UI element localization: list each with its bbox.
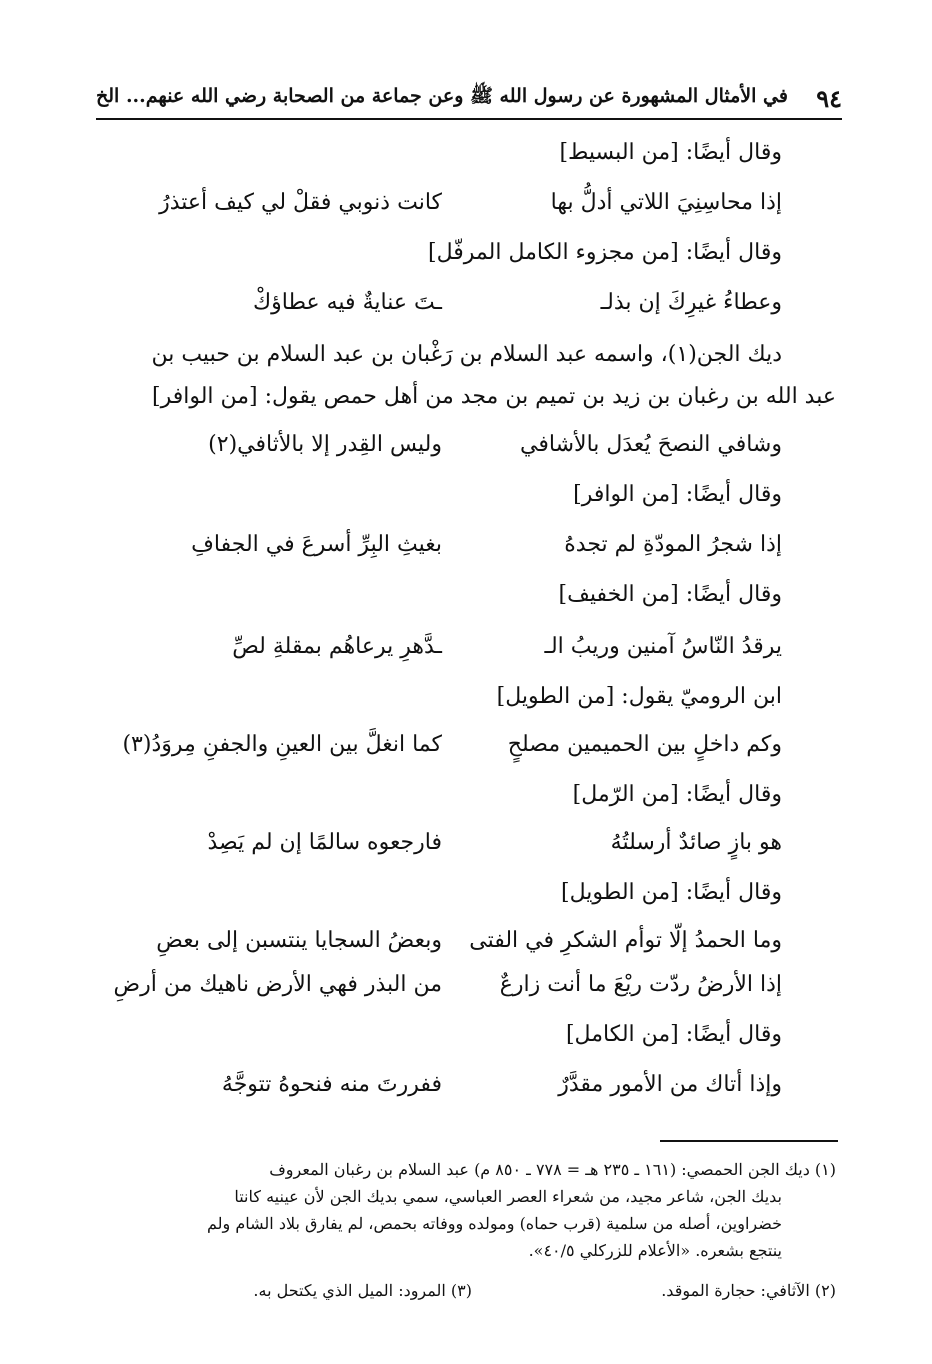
prose-line: ديك الجن(١)، واسمه عبد السلام بن رَغْبان بن عبد السلام بن حبيب بن bbox=[151, 342, 782, 367]
meter-label: ابن الروميّ يقول: [من الطويل] bbox=[496, 684, 782, 709]
verse-first-hemistich: وعطاءُ غيرِكَ إن بذلـ bbox=[600, 290, 782, 315]
meter-label: وقال أيضًا: [من الطويل] bbox=[561, 880, 782, 905]
verse-first-hemistich: وما الحمدُ إلّا توأم الشكرِ في الفتى bbox=[469, 928, 782, 953]
prose-line: عبد الله بن رغبان بن زيد بن تميم بن مجد من أهل حمص يقول: [من الوافر] bbox=[152, 384, 836, 409]
running-title: في الأمثال المشهورة عن رسول الله ﷺ وعن جماعة من الصحابة رضي الله عنهم... الخ bbox=[96, 85, 788, 107]
footnote-separator bbox=[660, 1140, 838, 1142]
verse-second-hemistich: وبعضُ السجايا ينتسبن إلى بعضِ bbox=[156, 928, 442, 953]
verse-first-hemistich: إذا شجرُ المودّةِ لم تجدهُ bbox=[564, 532, 782, 557]
verse-second-hemistich: كانت ذنوبي فقلْ لي كيف أعتذرُ bbox=[159, 190, 442, 215]
verse-first-hemistich: وشافي النصحَ يُعدَل بالأشافي bbox=[520, 432, 782, 457]
verse-second-hemistich: ـتَ عنايةٌ فيه عطاؤكْ bbox=[253, 290, 442, 315]
meter-label: وقال أيضًا: [من الخفيف] bbox=[558, 582, 782, 607]
verse-first-hemistich: وكم داخلٍ بين الحميمين مصلحٍ bbox=[507, 732, 782, 757]
footnote-3: (٣) المرود: الميل الذي يكتحل به. bbox=[253, 1281, 472, 1300]
verse-first-hemistich: هو بازٍ صائدٌ أرسلتُهُ bbox=[610, 830, 782, 855]
verse-second-hemistich: وليس القِدر إلا بالأثافي(٢) bbox=[208, 432, 442, 457]
verse-first-hemistich: وإذا أتاك من الأمور مقدَّرٌ bbox=[558, 1072, 782, 1097]
footnote-line: بديك الجن، شاعر مجيد، من شعراء العصر العباسي، سمي بديك الجن لأن عينيه كانتا bbox=[234, 1187, 782, 1206]
verse-second-hemistich: ـدَّهرِ يرعاهُم بمقلةِ لصِّ bbox=[232, 634, 442, 659]
footnote-line: (١) ديك الجن الحمصي: (١٦١ ـ ٢٣٥ هـ = ٧٧٨ ـ ٨٥٠ م) عبد السلام بن رغبان المعروف bbox=[269, 1160, 836, 1179]
verse-second-hemistich: ففررتَ منه فنحوهُ تتوجَّهُ bbox=[221, 1072, 442, 1097]
footnote-2: (٢) الآثافي: حجارة الموقد. bbox=[661, 1281, 836, 1300]
meter-label: وقال أيضًا: [من البسيط] bbox=[559, 140, 782, 165]
meter-label: وقال أيضًا: [من الوافر] bbox=[573, 482, 782, 507]
verse-first-hemistich: إذا الأرضُ ردّت ريْعَ ما أنت زارعٌ bbox=[499, 972, 782, 997]
footnote-line: ينتجع بشعره. «الأعلام للزركلي ٤٠/٥». bbox=[528, 1241, 782, 1260]
footnote-line: خضراوين، أصله من سلمية (قرب حماه) ومولده ووفاته بحمص، لم يفارق بلاد الشام ولم bbox=[207, 1214, 782, 1233]
verse-first-hemistich: يرقدُ النّاسُ آمنين وريبُ الـ bbox=[544, 634, 782, 659]
page-header bbox=[96, 78, 842, 120]
meter-label: وقال أيضًا: [من مجزوء الكامل المرفّل] bbox=[428, 240, 782, 265]
verse-second-hemistich: من البذر فهي الأرض ناهيك من أرضِ bbox=[113, 972, 442, 997]
verse-second-hemistich: كما انغلَّ بين العينِ والجفنِ مِروَدُ(٣) bbox=[122, 732, 442, 757]
page-number: ٩٤ bbox=[816, 83, 842, 113]
meter-label: وقال أيضًا: [من الرّمل] bbox=[572, 782, 782, 807]
meter-label: وقال أيضًا: [من الكامل] bbox=[565, 1022, 782, 1047]
verse-second-hemistich: بغيثِ البِرِّ أسرعَ في الجفافِ bbox=[191, 532, 442, 557]
verse-second-hemistich: فارجعوه سالمًا إن لم يَصِدْ bbox=[207, 830, 442, 855]
verse-first-hemistich: إذا محاسِنِيَ اللاتي أدلُّ بها bbox=[550, 190, 782, 215]
